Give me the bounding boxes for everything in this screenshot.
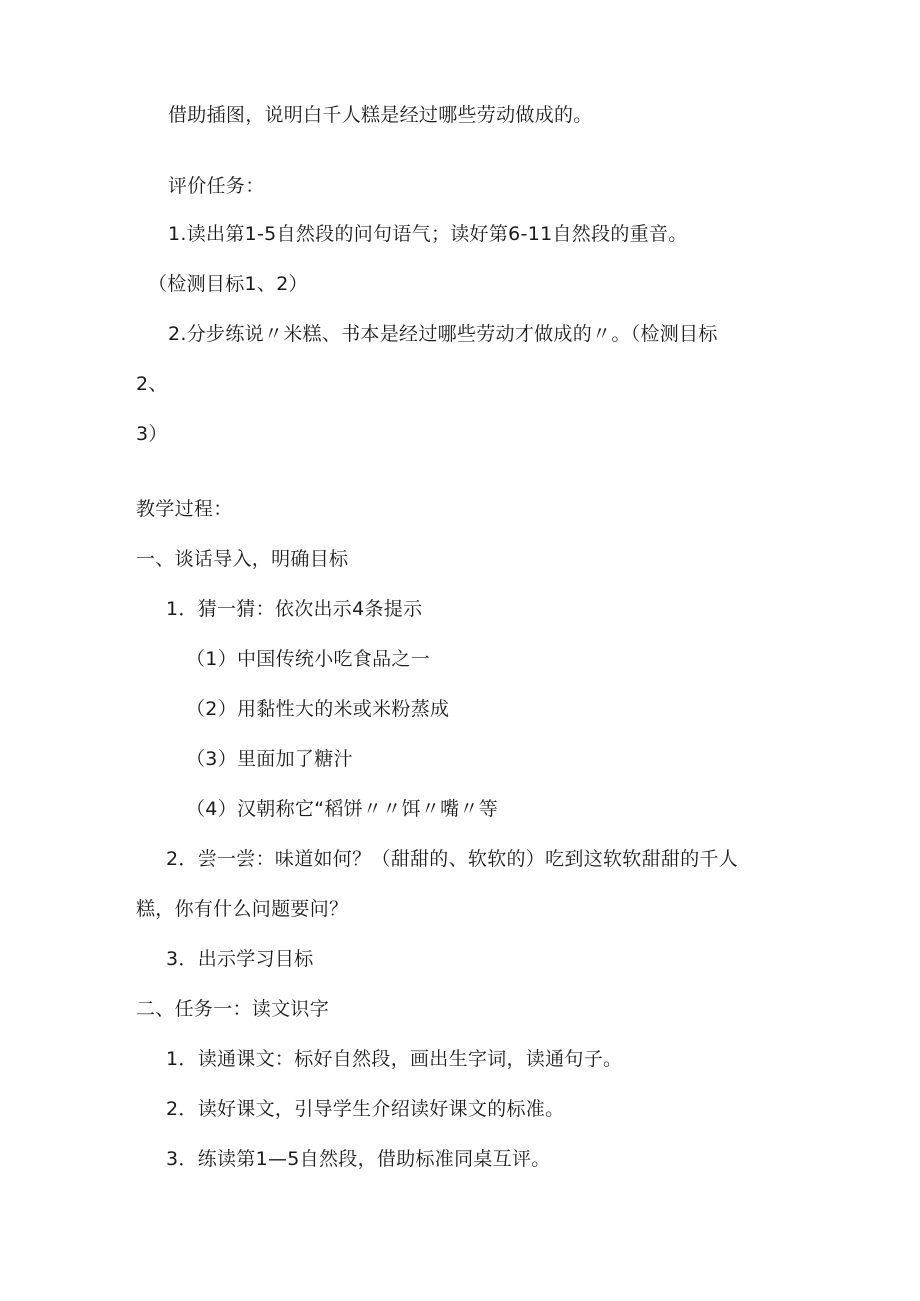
text-line-14: （4）汉朝称它“稻饼〃〃饵〃嘴〃等 [186, 798, 499, 820]
text-line-5: 2.分步练说〃米糕、书本是经过哪些劳动才做成的〃。（检测目标 [168, 323, 718, 345]
text-line-19: 1．读通课文：标好自然段，画出生字词，读通句子。 [166, 1048, 623, 1070]
text-line-10: 1．猜一猜：依次出示4条提示 [166, 598, 423, 620]
text-line-13: （3）里面加了糖汁 [186, 748, 353, 770]
text-line-4: （检测目标1、2） [148, 273, 308, 295]
text-line-1: 借助插图，说明白千人糕是经过哪些劳动做成的。 [168, 104, 593, 126]
text-line-3: 1.读出第1-5自然段的问句语气；读好第6-11自然段的重音。 [168, 223, 688, 245]
text-line-7: 3） [136, 423, 168, 445]
text-line-12: （2）用黏性大的米或米粉蒸成 [186, 698, 450, 720]
text-line-2: 评价任务： [168, 175, 265, 197]
text-line-11: （1）中国传统小吃食品之一 [186, 648, 430, 670]
text-line-21: 3．练读第1—5自然段，借助标准同桌互评。 [166, 1148, 551, 1170]
text-line-17: 3．出示学习目标 [166, 948, 314, 970]
text-line-6: 2、 [136, 373, 168, 395]
text-line-18: 二、任务一：读文识字 [136, 998, 330, 1020]
text-line-16: 糕，你有什么问题要问？ [136, 898, 349, 920]
text-line-15: 2．尝一尝：味道如何？（甜甜的、软软的）吃到这软软甜甜的千人 [166, 848, 739, 870]
text-line-20: 2．读好课文，引导学生介绍读好课文的标准。 [166, 1098, 565, 1120]
text-line-9: 一、谈话导入，明确目标 [136, 548, 349, 570]
text-line-8: 教学过程： [136, 498, 233, 520]
